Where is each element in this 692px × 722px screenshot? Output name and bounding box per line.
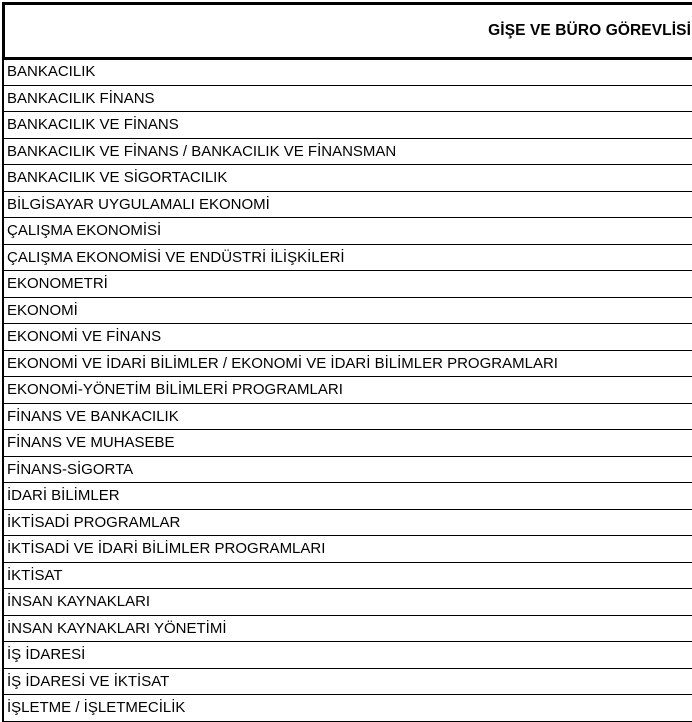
table-row[interactable]: İKTİSADİ VE İDARİ BİLİMLER PROGRAMLARI <box>4 536 692 563</box>
table-row[interactable]: İŞLETME / İŞLETMECİLİK <box>4 695 692 722</box>
table-row[interactable]: İŞ İDARESİ VE İKTİSAT <box>4 669 692 696</box>
table-row[interactable]: İNSAN KAYNAKLARI <box>4 589 692 616</box>
table-row[interactable]: İKTİSAT <box>4 563 692 590</box>
table-row[interactable]: İKTİSADİ PROGRAMLAR <box>4 510 692 537</box>
table-row[interactable]: EKONOMİ <box>4 298 692 325</box>
table-row[interactable]: EKONOMİ-YÖNETİM BİLİMLERİ PROGRAMLARI <box>4 377 692 404</box>
table-row[interactable]: ÇALIŞMA EKONOMİSİ VE ENDÜSTRİ İLİŞKİLERİ <box>4 245 692 272</box>
table-row[interactable]: BANKACILIK FİNANS <box>4 86 692 113</box>
header-cell[interactable] <box>2 2 692 60</box>
table-row[interactable]: İDARİ BİLİMLER <box>4 483 692 510</box>
table-row[interactable]: FİNANS VE MUHASEBE <box>4 430 692 457</box>
table-row[interactable]: ÇALIŞMA EKONOMİSİ <box>4 218 692 245</box>
table-row[interactable]: İŞ İDARESİ <box>4 642 692 669</box>
table-row[interactable]: BANKACILIK <box>4 59 692 86</box>
table-row[interactable]: BANKACILIK VE FİNANS / BANKACILIK VE FİNANSMAN <box>4 139 692 166</box>
table-row[interactable]: FİNANS-SİGORTA <box>4 457 692 484</box>
table-row[interactable]: EKONOMİ VE FİNANS <box>4 324 692 351</box>
table-row[interactable]: BANKACILIK VE FİNANS <box>4 112 692 139</box>
table-row[interactable]: İNSAN KAYNAKLARI YÖNETİMİ <box>4 616 692 643</box>
table-row[interactable]: BİLGİSAYAR UYGULAMALI EKONOMİ <box>4 192 692 219</box>
table-row[interactable]: BANKACILIK VE SİGORTACILIK <box>4 165 692 192</box>
column-title: GİŞE VE BÜRO GÖREVLİSİ <box>488 22 691 39</box>
table-row[interactable]: FİNANS VE BANKACILIK <box>4 404 692 431</box>
program-list <box>2 59 692 722</box>
table-row[interactable]: EKONOMETRİ <box>4 271 692 298</box>
table-row[interactable]: EKONOMİ VE İDARİ BİLİMLER / EKONOMİ VE İDARİ BİLİMLER PROGRAMLARI <box>4 351 692 378</box>
